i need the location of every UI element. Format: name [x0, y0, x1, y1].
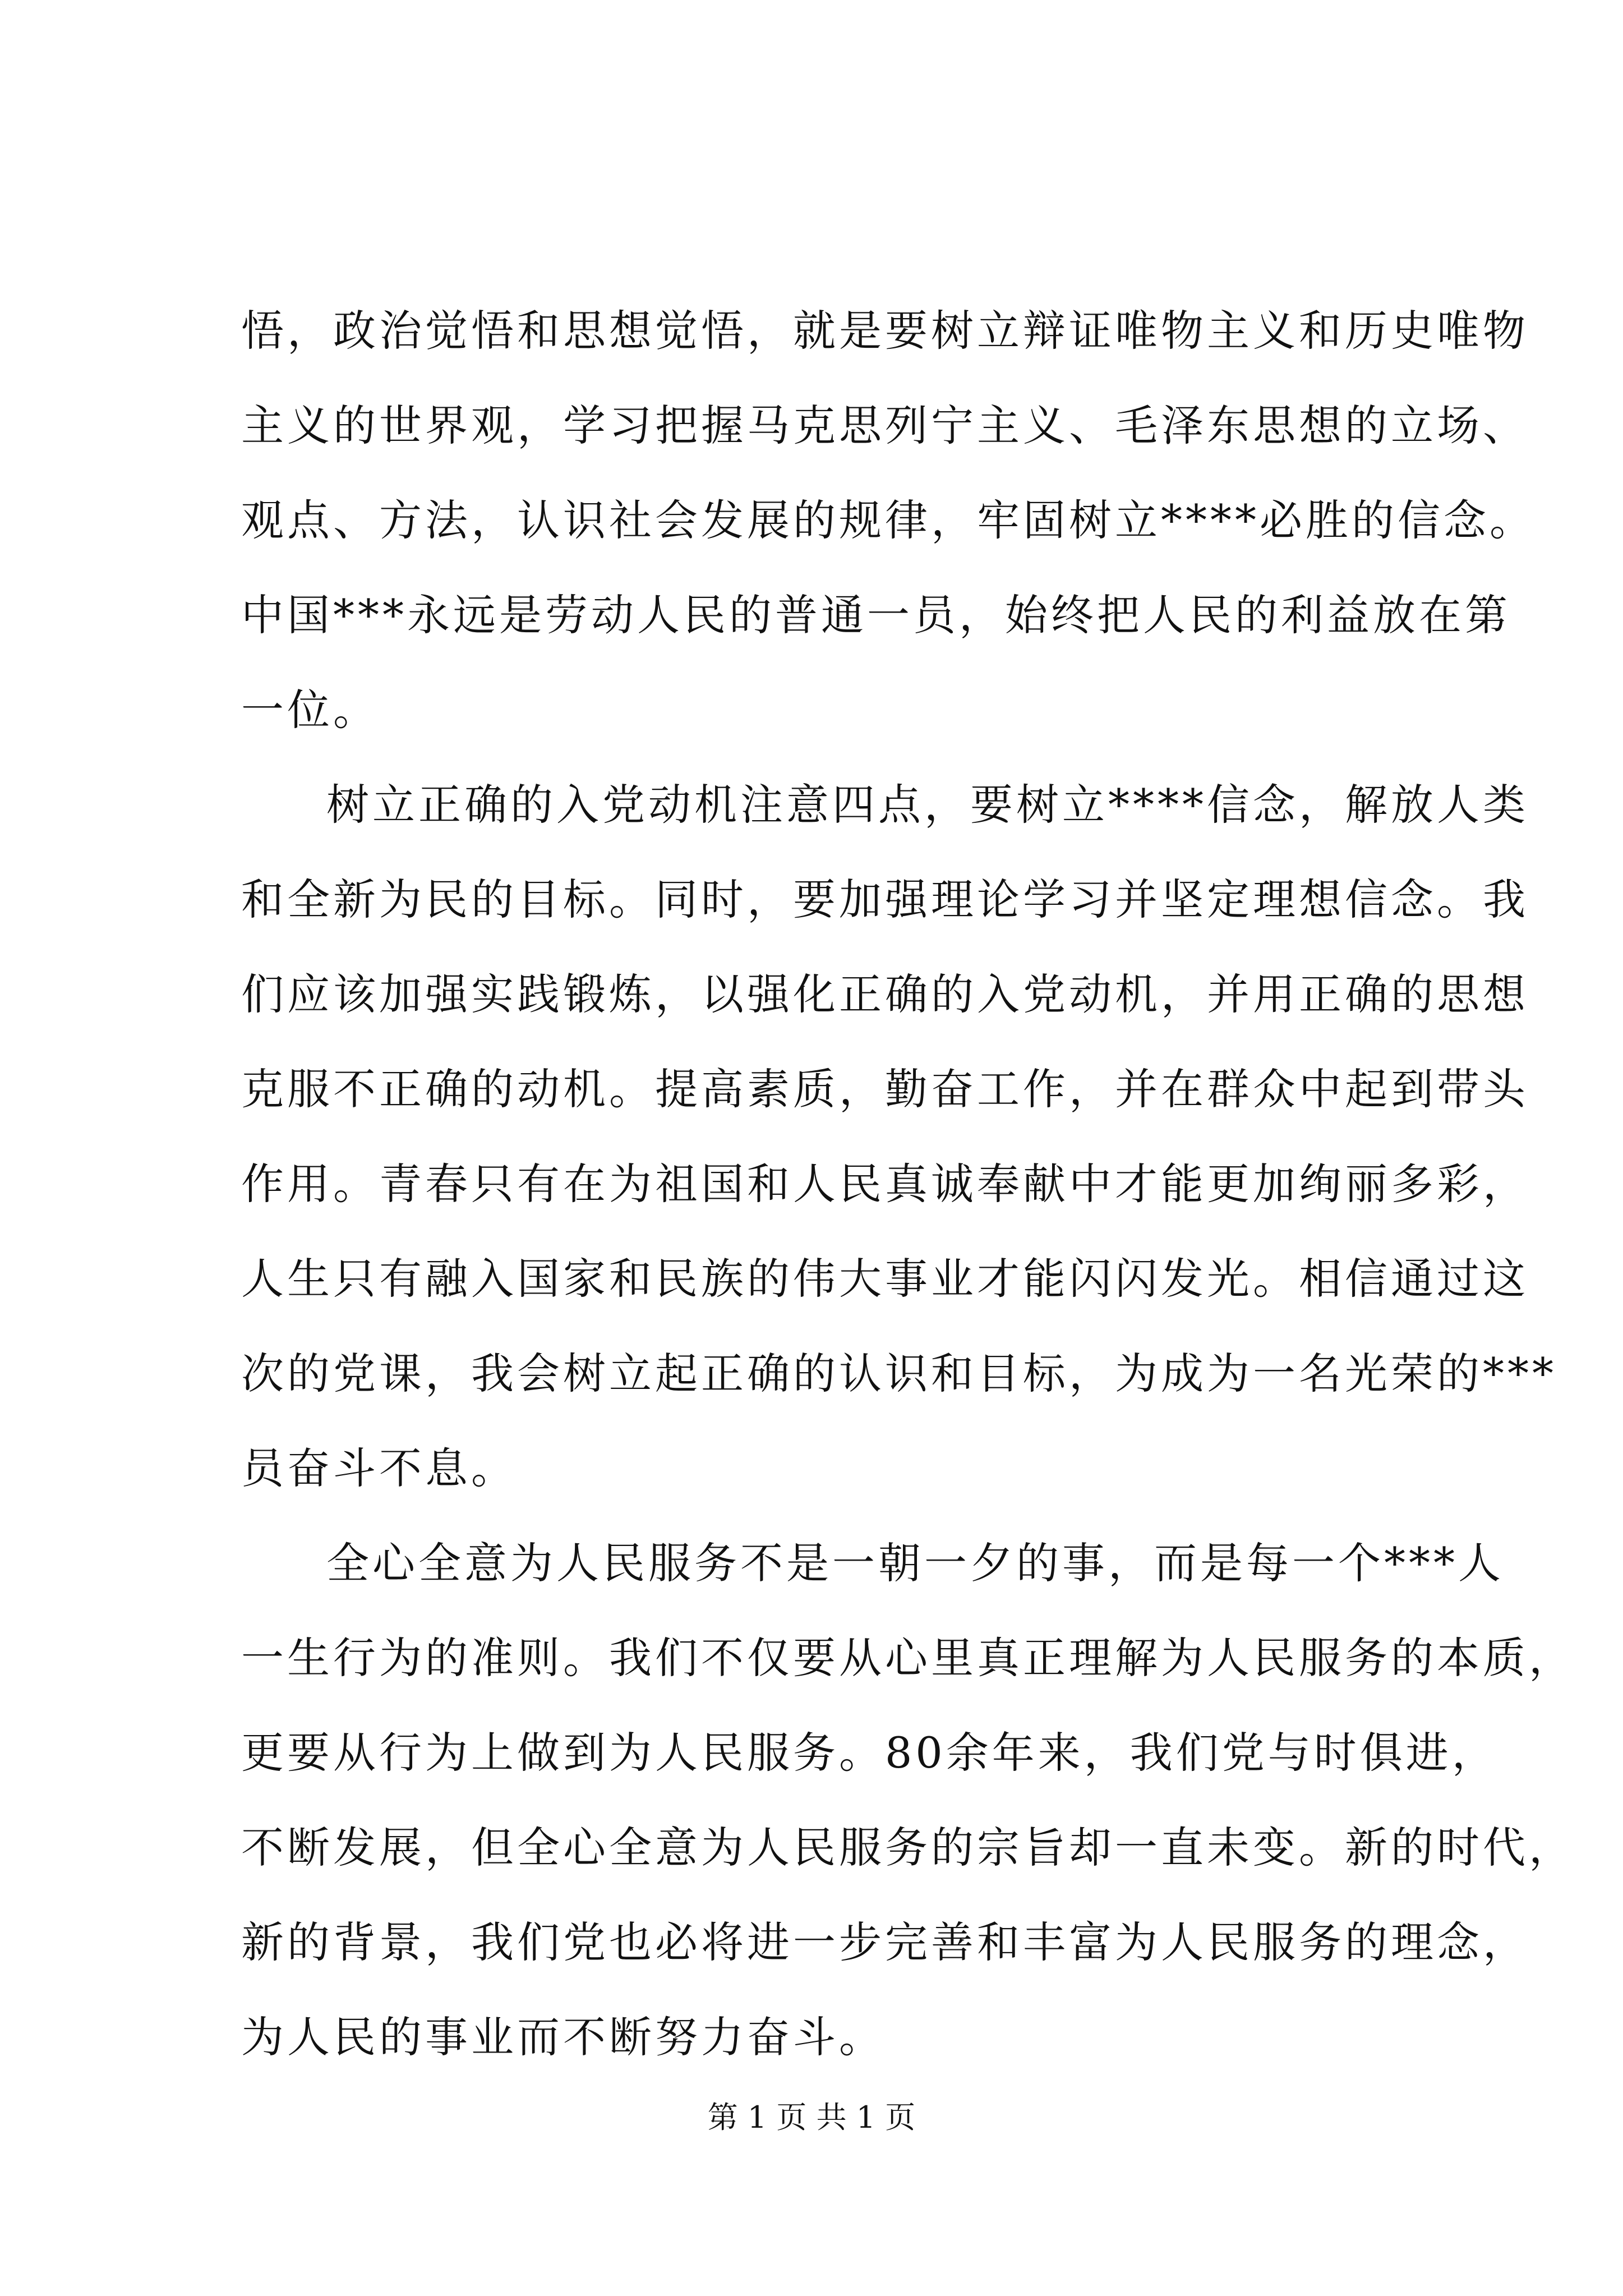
paragraph-line: 和全新为民的目标。同时，要加强理论学习并坚定理想信念。我 [241, 875, 1529, 924]
page-footer: 第 1 页 共 1 页 [707, 2100, 916, 2135]
paragraph-line: 克服不正确的动机。提高素质，勤奋工作，并在群众中起到带头 [241, 1064, 1529, 1114]
paragraph-line: 中国***永远是劳动人民的普通一员，始终把人民的利益放在第 [241, 590, 1511, 640]
paragraph-2 [241, 757, 1557, 1516]
paragraph-line: 为人民的事业而不断努力奋斗。 [241, 2012, 885, 2062]
paragraph-1 [241, 283, 1536, 757]
paragraph-line: 人生只有融入国家和民族的伟大事业才能闪闪发光。相信通过这 [241, 1254, 1529, 1304]
paragraph-line: 们应该加强实践锻炼，以强化正确的入党动机，并用正确的思想 [241, 969, 1529, 1019]
paragraph-line: 悟，政治觉悟和思想觉悟，就是要树立辩证唯物主义和历史唯物 [241, 306, 1529, 356]
paragraph-line: 不断发展，但全心全意为人民服务的宗旨却一直未变。新的时代， [241, 1823, 1575, 1872]
paragraph-first-line: 全心全意为人民服务不是一朝一夕的事，而是每一个***人 [326, 1538, 1504, 1588]
paragraph-3 [241, 1516, 1575, 2085]
paragraph-line: 观点、方法，认识社会发展的规律，牢固树立****必胜的信念。 [241, 495, 1536, 545]
paragraph-line: 作用。青春只有在为祖国和人民真诚奉献中才能更加绚丽多彩， [241, 1159, 1529, 1209]
paragraph-line: 一位。 [241, 685, 379, 735]
paragraph-line: 新的背景，我们党也必将进一步完善和丰富为人民服务的理念， [241, 1917, 1529, 1967]
document-body [241, 283, 1575, 2085]
paragraph-line: 更要从行为上做到为人民服务。80余年来，我们党与时俱进， [241, 1728, 1498, 1778]
paragraph-line: 一生行为的准则。我们不仅要从心里真正理解为人民服务的本质， [241, 1633, 1575, 1683]
paragraph-line: 主义的世界观，学习把握马克思列宁主义、毛泽东思想的立场、 [241, 401, 1529, 450]
paragraph-first-line: 树立正确的入党动机注意四点，要树立****信念，解放人类 [326, 780, 1529, 830]
paragraph-line: 员奋斗不息。 [241, 1443, 517, 1493]
paragraph-line: 次的党课，我会树立起正确的认识和目标，为成为一名光荣的*** [241, 1349, 1557, 1398]
